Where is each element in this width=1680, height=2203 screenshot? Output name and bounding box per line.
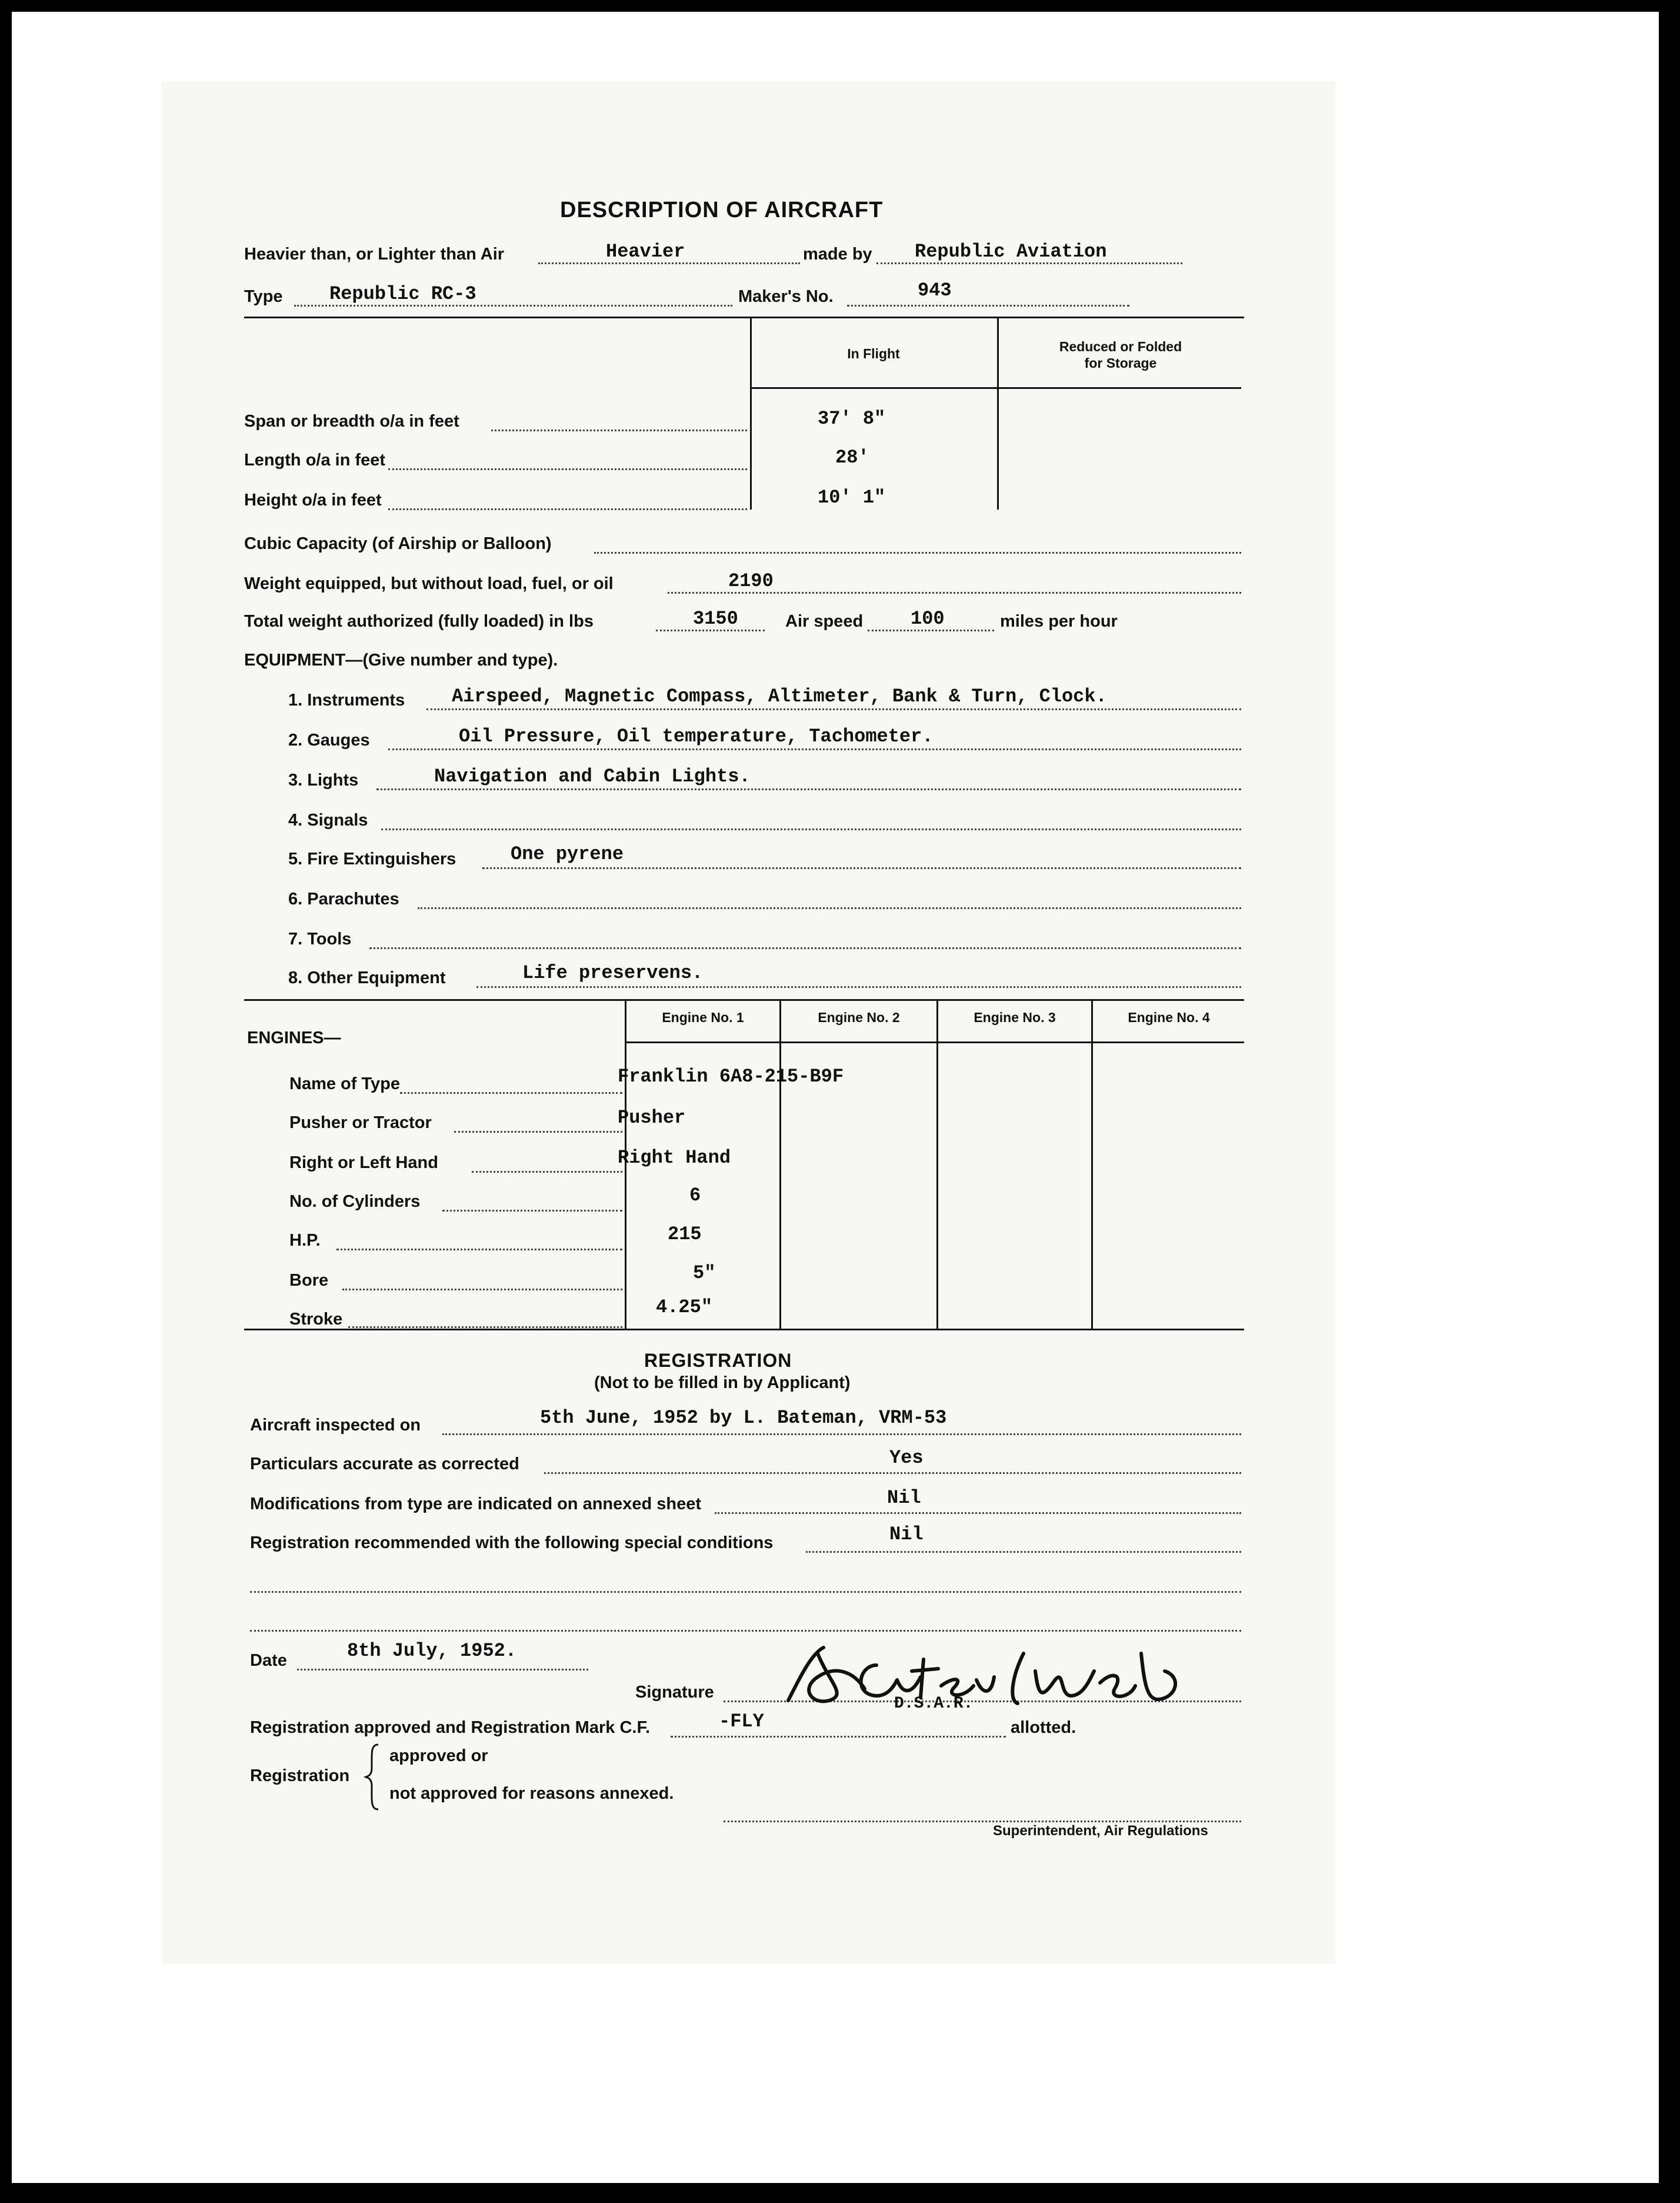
makers-no-label: Maker's No.	[738, 287, 834, 306]
engine-row-label: Name of Type	[289, 1074, 401, 1093]
engine-col-sep-2	[779, 999, 781, 1330]
engine-row-dots	[348, 1326, 622, 1328]
page-title: DESCRIPTION OF AIRCRAFT	[560, 198, 884, 222]
engine-row-label: Bore	[289, 1271, 329, 1290]
engine-table-bottom-rule	[244, 1329, 1244, 1330]
engine-value: 215	[668, 1223, 702, 1245]
equipment-value: Navigation and Cabin Lights.	[434, 766, 751, 787]
modifications-dots	[715, 1512, 1241, 1514]
mph-label: miles per hour	[1000, 612, 1118, 631]
engine-row-label: Pusher or Tractor	[289, 1113, 432, 1132]
conditions-dots-1	[250, 1591, 1241, 1593]
reduced-header-line1: Reduced or Folded	[1059, 339, 1182, 354]
engine-col-sep-3	[936, 999, 938, 1330]
weight-equipped-value: 2190	[728, 570, 774, 592]
made-by-value: Republic Aviation	[915, 241, 1107, 262]
equipment-dots	[376, 788, 1241, 790]
engine-value: 6	[689, 1184, 701, 1206]
engine-row-dots	[400, 1092, 622, 1094]
mark-dots	[671, 1736, 1006, 1738]
total-weight-dots	[656, 630, 765, 631]
accurate-label: Particulars accurate as corrected	[250, 1455, 519, 1473]
engine-col-header: Engine No. 3	[974, 1010, 1056, 1025]
superintendent-label: Superintendent, Air Regulations	[993, 1823, 1208, 1839]
makers-no-value: 943	[918, 279, 952, 301]
equipment-label: 5. Fire Extinguishers	[288, 850, 456, 868]
dim-col-sep-2	[997, 317, 999, 510]
weight-equipped-label: Weight equipped, but without load, fuel, or oil	[244, 574, 614, 593]
accurate-dots	[544, 1472, 1241, 1474]
engine-row-label: H.P.	[289, 1231, 321, 1250]
mark-value: -FLY	[719, 1711, 764, 1732]
dim-table-top-rule	[244, 317, 1244, 318]
approved-label: Registration approved and Registration Mark C.F.	[250, 1718, 650, 1737]
engine-row-label: Right or Left Hand	[289, 1153, 438, 1172]
engine-row-label: No. of Cylinders	[289, 1192, 421, 1211]
in-flight-header: In Flight	[847, 346, 900, 361]
equipment-label: 6. Parachutes	[288, 890, 399, 909]
inspected-dots	[442, 1433, 1241, 1435]
made-by-dots	[876, 262, 1182, 264]
engine-row-label: Stroke	[289, 1310, 343, 1329]
air-speed-value: 100	[911, 608, 945, 630]
brace	[364, 1742, 381, 1812]
dim-dots	[388, 468, 747, 470]
equipment-value: Oil Pressure, Oil temperature, Tachometer.	[459, 726, 934, 747]
dim-label: Span or breadth o/a in feet	[244, 412, 459, 431]
type-value: Republic RC-3	[329, 283, 476, 305]
registration-heading: REGISTRATION	[644, 1350, 792, 1371]
engine-col-header: Engine No. 2	[818, 1010, 900, 1025]
dim-header-rule	[750, 387, 1241, 389]
allotted-label: allotted.	[1011, 1718, 1076, 1737]
type-label: Type	[244, 287, 283, 306]
total-weight-value: 3150	[693, 608, 738, 630]
type-dots	[294, 305, 732, 307]
dim-col-sep-1	[750, 317, 752, 510]
engine-col-sep-4	[1091, 999, 1093, 1330]
equipment-dots	[388, 748, 1241, 750]
modifications-value: Nil	[887, 1487, 921, 1509]
equipment-dots	[418, 907, 1241, 909]
signature-scrawl	[776, 1630, 1224, 1718]
accurate-value: Yes	[889, 1447, 924, 1469]
engine-table-top-rule	[244, 999, 1244, 1001]
engine-value: 5"	[693, 1262, 716, 1284]
dim-value: 10' 1"	[818, 487, 886, 508]
dim-label: Height o/a in feet	[244, 491, 382, 510]
engine-value: 4.25"	[656, 1296, 713, 1318]
engine-row-dots	[336, 1249, 622, 1250]
recommended-value: Nil	[889, 1523, 924, 1545]
engine-header-rule	[625, 1041, 1244, 1043]
dim-dots	[491, 430, 747, 431]
signature-label: Signature	[635, 1683, 714, 1702]
cubic-capacity-label: Cubic Capacity (of Airship or Balloon)	[244, 534, 552, 553]
engine-value: Pusher	[618, 1107, 686, 1129]
engine-row-dots	[342, 1289, 622, 1290]
equipment-heading: EQUIPMENT—(Give number and type).	[244, 651, 558, 670]
heavier-label: Heavier than, or Lighter than Air	[244, 245, 505, 264]
date-value: 8th July, 1952.	[347, 1640, 517, 1662]
equipment-value: Life preservens.	[522, 962, 704, 984]
not-approved-label: not approved for reasons annexed.	[389, 1784, 674, 1803]
date-dots	[297, 1669, 588, 1670]
equipment-label: 7. Tools	[288, 930, 352, 949]
equipment-label: 1. Instruments	[288, 691, 405, 710]
heavier-value: Heavier	[606, 241, 685, 262]
total-weight-label: Total weight authorized (fully loaded) in lbs	[244, 612, 594, 631]
approved-or-label: approved or	[389, 1746, 488, 1765]
equipment-dots	[482, 867, 1241, 869]
recommended-label: Registration recommended with the following special conditions	[250, 1533, 774, 1552]
engine-col-header: Engine No. 1	[662, 1010, 744, 1025]
engine-row-dots	[442, 1210, 622, 1212]
superintendent-dots	[724, 1821, 1241, 1822]
modifications-label: Modifications from type are indicated on annexed sheet	[250, 1495, 702, 1513]
dim-dots	[388, 508, 747, 510]
equipment-label: 8. Other Equipment	[288, 969, 446, 987]
inspected-value: 5th June, 1952 by L. Bateman, VRM-53	[540, 1407, 947, 1429]
dim-value: 37' 8"	[818, 408, 886, 430]
engine-col-header: Engine No. 4	[1128, 1010, 1210, 1025]
engine-value: Right Hand	[618, 1147, 731, 1169]
equipment-label: 4. Signals	[288, 811, 368, 830]
air-speed-label: Air speed	[785, 612, 864, 631]
inspected-label: Aircraft inspected on	[250, 1416, 421, 1435]
registration-subheading: (Not to be filled in by Applicant)	[594, 1373, 851, 1392]
date-label: Date	[250, 1651, 287, 1670]
cubic-capacity-dots	[594, 552, 1241, 554]
recommended-dots	[806, 1551, 1241, 1553]
air-speed-dots	[868, 630, 994, 631]
engine-row-dots	[454, 1131, 622, 1133]
equipment-value: One pyrene	[511, 843, 624, 865]
engine-row-dots	[472, 1171, 622, 1173]
equipment-dots	[426, 708, 1241, 710]
heavier-dots	[538, 262, 800, 264]
engine-value: Franklin 6A8-215-B9F	[618, 1066, 844, 1087]
makers-no-dots	[847, 305, 1129, 307]
registration-label: Registration	[250, 1766, 350, 1785]
equipment-dots	[381, 828, 1241, 830]
signature-title: D.S.A.R.	[894, 1695, 974, 1713]
engines-heading: ENGINES—	[247, 1029, 341, 1047]
dim-value: 28'	[835, 447, 869, 468]
made-by-label: made by	[803, 245, 872, 264]
weight-equipped-dots	[668, 592, 1241, 594]
dim-label: Length o/a in feet	[244, 451, 386, 470]
reduced-header-line2: for Storage	[1084, 355, 1157, 371]
equipment-dots	[369, 947, 1241, 949]
equipment-value: Airspeed, Magnetic Compass, Altimeter, Bank & Turn, Clock.	[452, 685, 1107, 707]
equipment-dots	[476, 986, 1241, 988]
equipment-label: 2. Gauges	[288, 731, 370, 750]
equipment-label: 3. Lights	[288, 771, 359, 790]
